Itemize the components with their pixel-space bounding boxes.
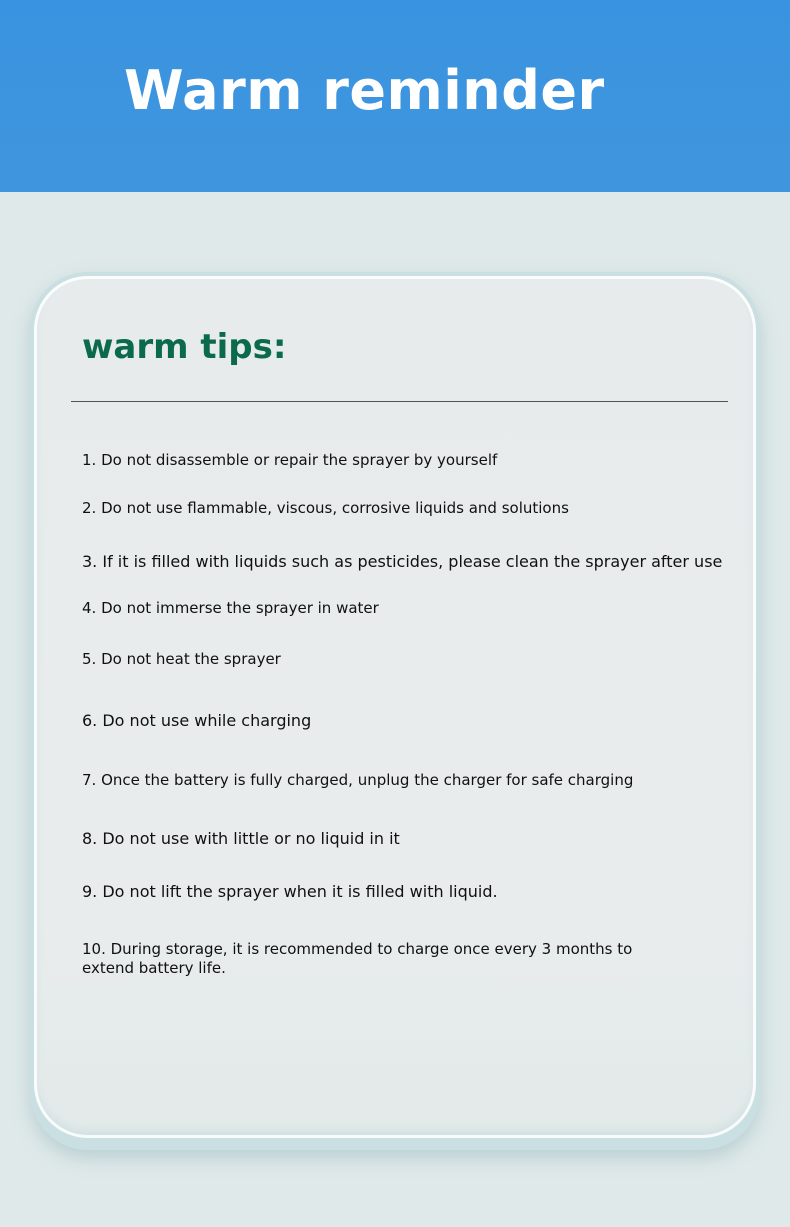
divider (71, 401, 728, 402)
header-banner (0, 0, 790, 192)
tip-item: 1. Do not disassemble or repair the sprayer by yourself (82, 451, 498, 469)
tip-item: 8. Do not use with little or no liquid in it (82, 829, 400, 848)
tip-item: 6. Do not use while charging (82, 711, 312, 730)
tip-item: 9. Do not lift the sprayer when it is filled with liquid. (82, 882, 498, 901)
tip-item: 7. Once the battery is fully charged, unplug the charger for safe charging (82, 771, 634, 789)
page-title: Warm reminder (124, 59, 605, 122)
tip-item: 5. Do not heat the sprayer (82, 650, 281, 668)
tip-item: 10. During storage, it is recommended to charge once every 3 months to extend battery life. (82, 940, 633, 977)
tip-item: 2. Do not use flammable, viscous, corrosive liquids and solutions (82, 499, 569, 517)
tip-item: 4. Do not immerse the sprayer in water (82, 599, 379, 617)
tip-item: 3. If it is filled with liquids such as pesticides, please clean the sprayer after use (82, 552, 723, 571)
tips-heading: warm tips: (82, 327, 287, 367)
tips-card (34, 276, 756, 1138)
